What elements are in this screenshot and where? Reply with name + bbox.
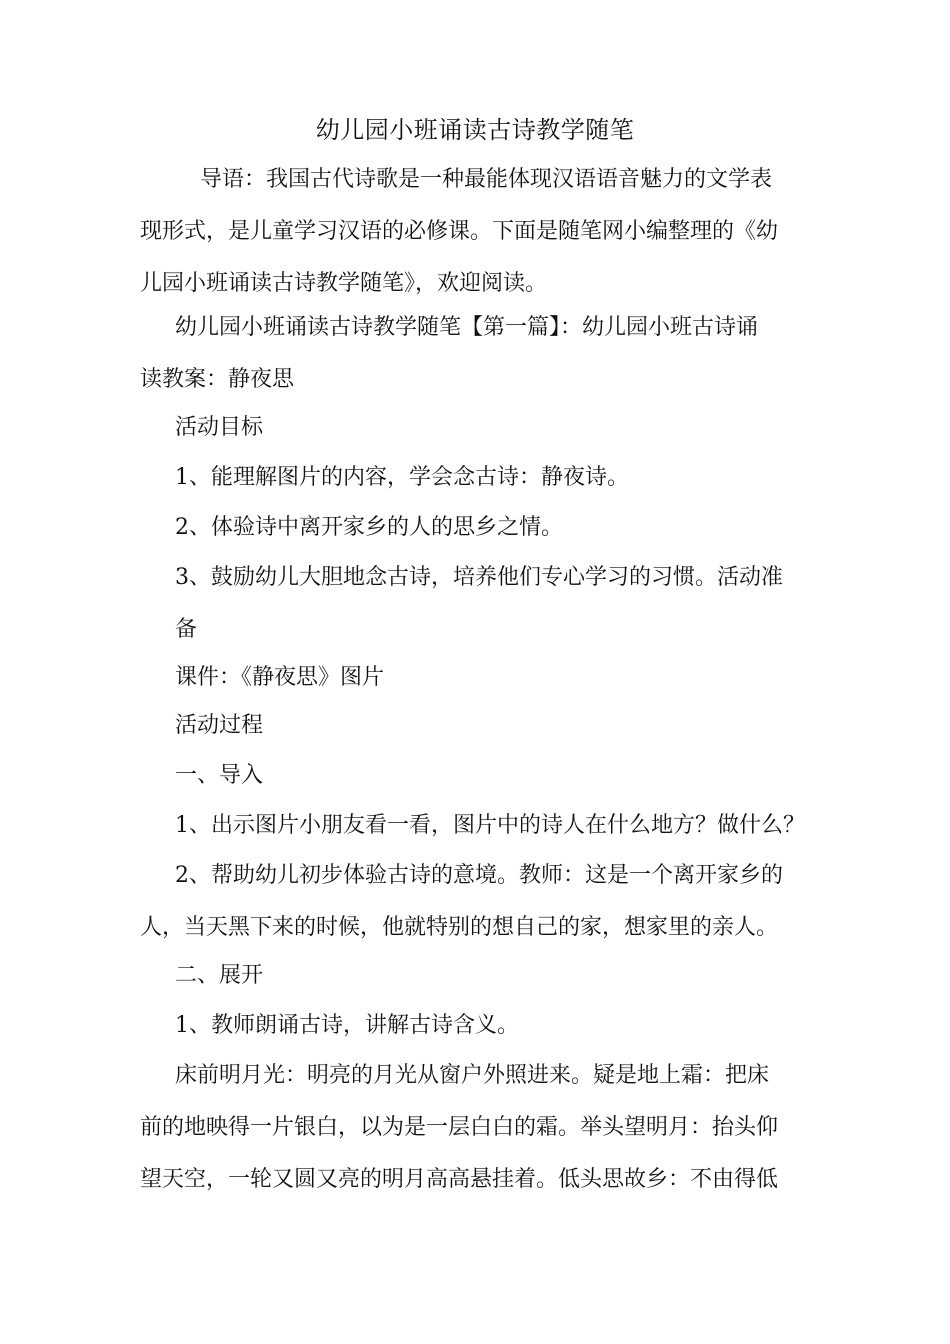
process-heading: 活动过程 [175, 713, 264, 738]
step-1-item-2-line: 人，当天黑下来的时候，他就特别的想自己的家，想家里的亲人。 [140, 915, 779, 940]
intro-paragraph [140, 154, 830, 310]
step-1-heading: 一、导入 [175, 763, 264, 788]
goal-item-1: 1、能理解图片的内容，学会念古诗：静夜诗。 [175, 465, 629, 490]
intro-line: 现形式，是儿童学习汉语的必修课。下面是随笔网小编整理的《幼 [140, 219, 779, 244]
step-1-item-2-line: 2、帮助幼儿初步体验古诗的意境。教师：这是一个离开家乡的 [175, 863, 783, 888]
section-heading-line: 读教案：静夜思 [140, 367, 295, 392]
goal-item-2: 2、体验诗中离开家乡的人的思乡之情。 [175, 515, 563, 540]
step-1-item-1: 1、出示图片小朋友看一看，图片中的诗人在什么地方？做什么？ [175, 813, 805, 838]
goal-item-3 [140, 552, 830, 656]
step-2-item-1: 1、教师朗诵古诗，讲解古诗含义。 [175, 1013, 519, 1038]
step-1-item-2 [140, 850, 830, 954]
section-heading-line: 幼儿园小班诵读古诗教学随笔【第一篇】：幼儿园小班古诗诵 [175, 315, 759, 340]
poem-explanation-line: 前的地映得一片银白，以为是一层白白的霜。举头望明月：抬头仰 [140, 1115, 779, 1140]
poem-explanation-line: 床前明月光：明亮的月光从窗户外照进来。疑是地上霜：把床 [175, 1063, 770, 1088]
goal-item-3-line: 备 [175, 617, 198, 642]
poem-explanation-line: 望天空，一轮又圆又亮的明月高高悬挂着。低头思故乡：不由得低 [140, 1167, 779, 1192]
intro-line: 导语：我国古代诗歌是一种最能体现汉语语音魅力的文学表 [200, 167, 773, 192]
goals-heading: 活动目标 [175, 415, 264, 440]
poem-explanation [140, 1050, 830, 1206]
intro-line: 儿园小班诵读古诗教学随笔》，欢迎阅读。 [140, 271, 548, 296]
document-title: 幼儿园小班诵读古诗教学随笔 [315, 116, 635, 144]
section-heading [140, 302, 830, 406]
courseware-line: 课件：《静夜思》图片 [175, 665, 385, 690]
goal-item-3-line: 3、鼓励幼儿大胆地念古诗，培养他们专心学习的习惯。活动准 [175, 565, 783, 590]
step-2-heading: 二、展开 [175, 963, 264, 988]
